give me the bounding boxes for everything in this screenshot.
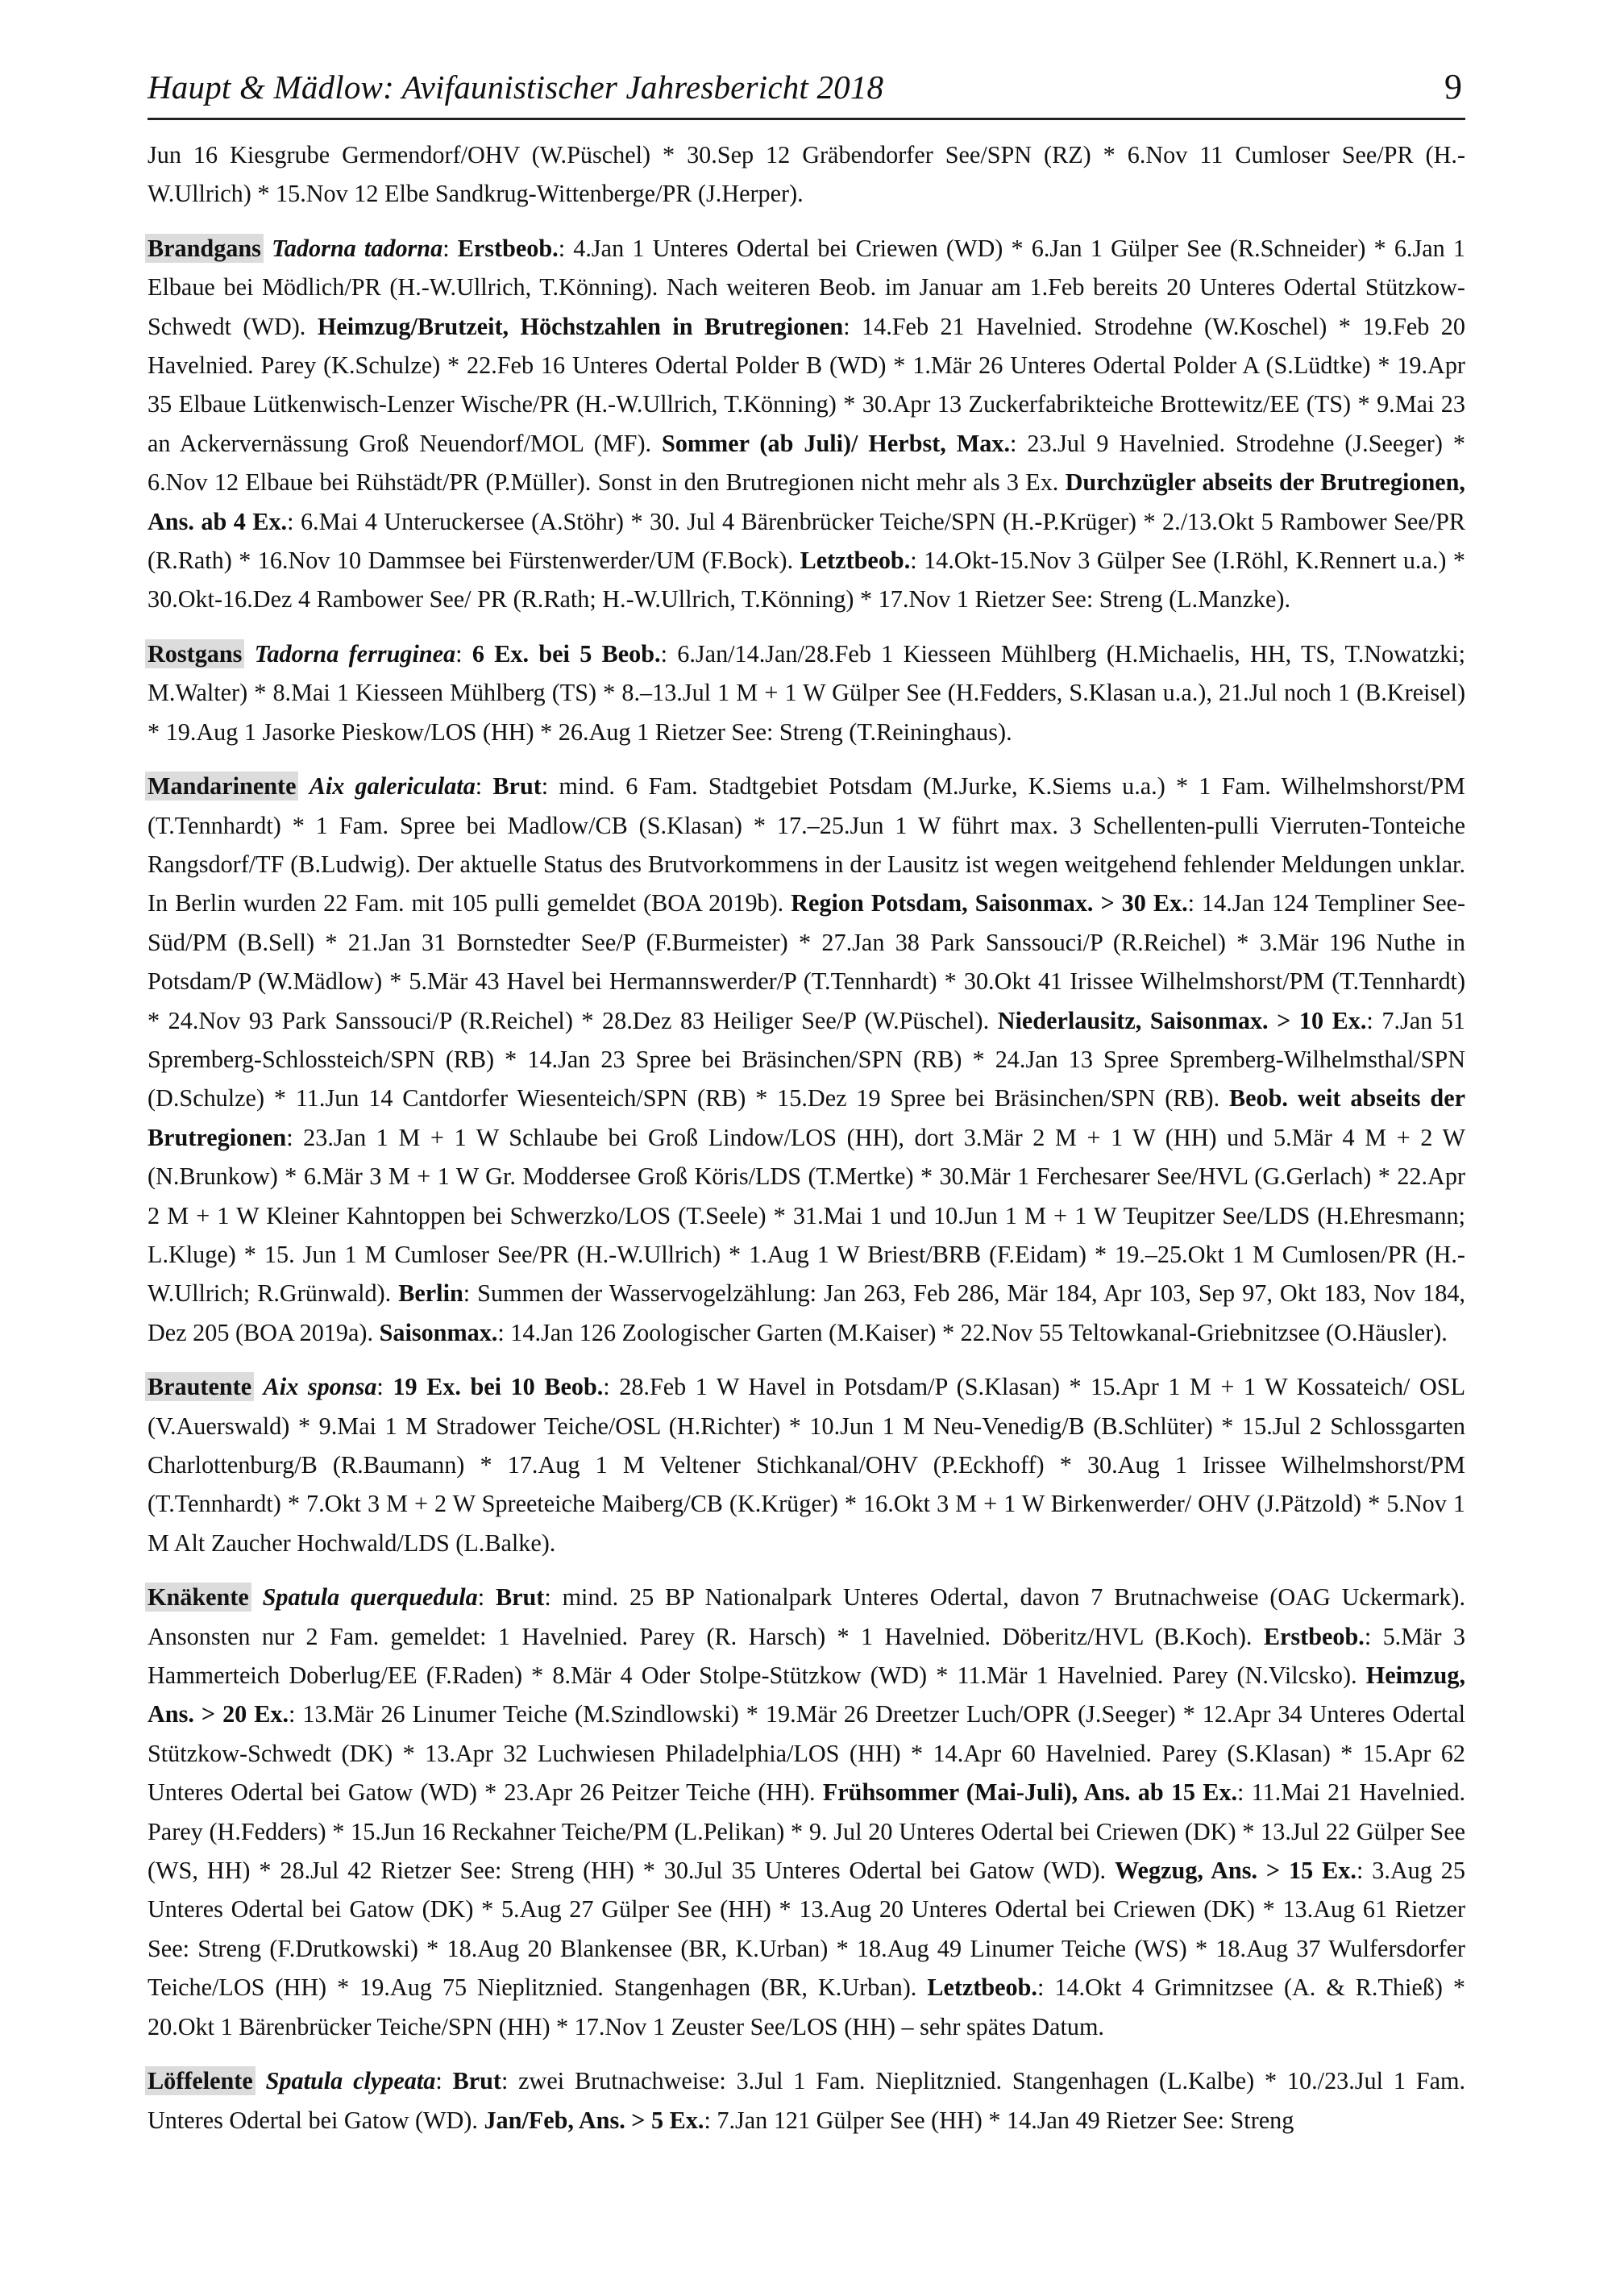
scientific-name: Spatula clypeata <box>265 2067 436 2095</box>
species-entry <box>147 135 1465 214</box>
observation-text: : 28.Feb 1 W Havel in Potsdam/P (S.Klasan) * 15.Apr 1 M + 1 W Kossateich/ OSL (V.Auerswald) * 9.Mai 1 M Stradower Teiche/OSL (H.Richter) * 10.Jun 1 M Neu-Venedig/B (B.Schlüter) * 15.Jul 2 Schlossgarten Charlottenburg/B (R.Baumann) * 17.Aug 1 M Veltener Stichkanal/OHV (P.Eckhoff) * 30.Aug 1 Irissee Wilhelmshorst/PM (T.Tennhardt) * 7.Okt 3 M + 2 W Spreeteiche Maiberg/CB (K.Krüger) * 16.Okt 3 M + 1 W Birkenwerder/ OHV (J.Pätzold) * 5.Nov 1 M Alt Zaucher Hochwald/LDS (L.Balke). <box>147 1373 1466 1557</box>
species-name: Rostgans <box>145 639 244 668</box>
species-entry <box>147 1578 1465 2046</box>
observation-text: : 6.Mai 4 Unteruckersee (A.Stöhr) * 30. Jul 4 Bärenbrücker Teiche/SPN (H.-P.Krüger) * 2./13.Okt 5 Rambower See/PR (R.Rath) * 16.Nov 10 Dammsee bei Fürstenwerder/UM (F.Bock). <box>147 507 1465 575</box>
species-name: Brandgans <box>145 234 264 263</box>
observation-text: : 23.Jan 1 M + 1 W Schlaube bei Groß Lindow/LOS (HH), dort 3.Mär 2 M + 1 W (HH) und 5.Mär 4 M + 2 W (N.Brunkow) * 6.Mär 3 M + 1 W Gr. Moddersee Groß Köris/LDS (T.Mertke) * 30.Mär 1 Ferchesarer See/HVL (G.Gerlach) * 22.Apr 2 M + 1 W Kleiner Kahntoppen bei Schwerzko/LOS (T.Seele) * 31.Mai 1 und 10.Jun 1 M + 1 W Teupitzer See/LDS (H.Ehresmann; L.Kluge) * 15. Jun 1 M Cumloser See/PR (H.-W.Ullrich) * 1.Aug 1 W Briest/BRB (F.Eidam) * 19.–25.Okt 1 M Cumlosen/PR (H.-W.Ullrich; R.Grünwald). <box>147 1123 1465 1308</box>
observation-text: : <box>376 1373 393 1401</box>
observation-text: : 7.Jan 121 Gülper See (HH) * 14.Jan 49 Rietzer See: Streng <box>704 2106 1294 2134</box>
section-heading: Jan/Feb, Ans. > 5 Ex. <box>484 2106 704 2134</box>
observation-text: : 14.Okt 4 Grimnitzsee (A. & R.Thieß) * 20.Okt 1 Bärenbrücker Teiche/SPN (HH) * 17.Nov 1 Zeuster See/LOS (HH) – sehr spätes Datum. <box>147 1974 1466 2040</box>
observation-text: : <box>477 1583 496 1612</box>
body-text <box>147 135 1465 2155</box>
section-heading: Sommer (ab Juli)/ Herbst, Max. <box>662 429 1011 457</box>
species-entry <box>147 2061 1465 2140</box>
section-heading: Frühsommer (Mai-Juli), Ans. ab 15 Ex. <box>822 1778 1237 1807</box>
scientific-name: Aix sponsa <box>263 1373 377 1401</box>
section-heading: Brut <box>495 1583 545 1612</box>
observation-text: Jun 16 Kiesgrube Germendorf/OHV (W.Püschel) * 30.Sep 12 Gräbendorfer See/SPN (RZ) * 6.Nov 11 Cumloser See/PR (H.-W.Ullrich) * 15.Nov 12 Elbe Sandkrug-Wittenberge/PR (J.Herper). <box>147 141 1465 208</box>
section-heading: Niederlausitz, Saisonmax. > 10 Ex. <box>997 1006 1367 1034</box>
section-heading: 6 Ex. bei 5 Beob. <box>472 639 661 668</box>
scientific-name: Aix galericulata <box>309 772 476 801</box>
observation-text: : 14.Jan 126 Zoologischer Garten (M.Kaiser) * 22.Nov 55 Teltowkanal-Griebnitzsee (O.Häusler). <box>497 1318 1448 1346</box>
section-heading: Letztbeob. <box>927 1974 1037 2002</box>
observation-text: : <box>442 234 458 262</box>
section-heading: Berlin <box>398 1279 463 1308</box>
scientific-name: Tadorna ferruginea <box>254 639 456 668</box>
species-name: Knäkente <box>145 1583 251 1612</box>
species-name: Brautente <box>145 1372 254 1401</box>
observation-text: : Summen der Wasservogelzählung: Jan 263, Feb 286, Mär 184, Apr 103, Sep 97, Okt 183, Nov 184, Dez 205 (BOA 2019a). <box>147 1279 1465 1346</box>
section-heading: Erstbeob. <box>457 234 559 262</box>
section-heading: 19 Ex. bei 10 Beob. <box>393 1373 604 1401</box>
scientific-name: Tadorna tadorna <box>272 234 443 262</box>
observation-text: : zwei Brutnachweise: 3.Jul 1 Fam. Nieplitznied. Stangenhagen (L.Kalbe) * 10./23.Jul 1 Fam. Unteres Odertal bei Gatow (WD). <box>147 2067 1466 2134</box>
species-entry <box>147 767 1465 1352</box>
section-heading: Brut <box>452 2067 501 2095</box>
observation-text: : 23.Jul 9 Havelnied. Strodehne (J.Seeger) * 6.Nov 12 Elbaue bei Rühstädt/PR (P.Müller). Sonst in den Brutregionen nicht mehr als 3 Ex. <box>147 429 1465 497</box>
section-heading: Erstbeob. <box>1263 1622 1365 1650</box>
observation-text: : <box>455 639 472 668</box>
section-heading: Region Potsdam, Saisonmax. > 30 Ex. <box>791 889 1188 917</box>
observation-text: : mind. 6 Fam. Stadtgebiet Potsdam (M.Jurke, K.Siems u.a.) * 1 Fam. Wilhelmshorst/PM (T.Tennhardt) * 1 Fam. Spree bei Madlow/CB (S.Klasan) * 17.–25.Jun 1 W führt max. 3 Schellenten-pulli Vierruten-Tonteiche Rangsdorf/TF (B.Ludwig). Der aktuelle Status des Brutvorkommens in der Lausitz ist wegen weitgehend fehlender Meldungen unklar. In Berlin wurden 22 Fam. mit 105 pulli gemeldet (BOA 2019b). <box>147 772 1466 917</box>
running-title: Haupt & Mädlow: Avifaunistischer Jahresbericht 2018 <box>147 69 884 106</box>
species-name: Löffelente <box>145 2066 256 2095</box>
section-heading: Heimzug/Brutzeit, Höchstzahlen in Brutregionen <box>317 312 844 340</box>
species-name: Mandarinente <box>145 772 298 801</box>
observation-text: : 5.Mär 3 Hammerteich Doberlug/EE (F.Raden) * 8.Mär 4 Oder Stolpe-Stützkow (WD) * 11.Mär 1 Havelnied. Parey (N.Vilcsko). <box>147 1622 1465 1690</box>
scientific-name: Spatula querquedula <box>262 1583 478 1612</box>
species-entry <box>147 1367 1465 1562</box>
observation-text: : 14.Okt-15.Nov 3 Gülper See (I.Röhl, K.Rennert u.a.) * 30.Okt-16.Dez 4 Rambower See/ PR (R.Rath; H.-W.Ullrich, T.Könning) * 17.Nov 1 Rietzer See: Streng (L.Manzke). <box>147 547 1465 614</box>
page-number: 9 <box>1444 67 1462 106</box>
section-heading: Saisonmax. <box>379 1318 498 1346</box>
species-entry <box>147 634 1465 751</box>
section-heading: Heimzug, Ans. > 20 Ex. <box>147 1662 1465 1728</box>
section-heading: Brut <box>492 772 542 801</box>
observation-text: : 3.Aug 25 Unteres Odertal bei Gatow (DK) * 5.Aug 27 Gülper See (HH) * 13.Aug 20 Unteres Odertal bei Criewen (DK) * 13.Aug 61 Rietzer See: Streng (F.Drutkowski) * 18.Aug 20 Blankensee (BR, K.Urban) * 18.Aug 49 Linumer Teiche (WS) * 18.Aug 37 Wulfersdorfer Teiche/LOS (HH) * 19.Aug 75 Nieplitznied. Stangenhagen (BR, K.Urban). <box>147 1857 1465 2002</box>
section-heading: Wegzug, Ans. > 15 Ex. <box>1115 1857 1356 1885</box>
section-heading: Letztbeob. <box>800 547 911 575</box>
section-heading: Beob. weit abseits der Brutregionen <box>147 1084 1465 1151</box>
observation-text: : 11.Mai 21 Havelnied. Parey (H.Fedders) * 15.Jun 16 Reckahner Teiche/PM (L.Pelikan) * 9. Jul 20 Unteres Odertal bei Criewen (DK) * 13.Jul 22 Gülper See (WS, HH) * 28.Jul 42 Rietzer See: Streng (HH) * 30.Jul 35 Unteres Odertal bei Gatow (WD). <box>147 1778 1466 1885</box>
observation-text: : <box>475 772 493 801</box>
observation-text: : 4.Jan 1 Unteres Odertal bei Criewen (WD) * 6.Jan 1 Gülper See (R.Schneider) * 6.Jan 1 Elbaue bei Mödlich/PR (H.-W.Ullrich, T.Könning). Nach weiteren Beob. im Januar am 1.Feb bereits 20 Unteres Odertal Stützkow-Schwedt (WD). <box>147 234 1465 340</box>
observation-text: : mind. 25 BP Nationalpark Unteres Odertal, davon 7 Brutnachweise (OAG Uckermark). Ansonsten nur 2 Fam. gemeldet: 1 Havelnied. Parey (R. Harsch) * 1 Havelnied. Döberitz/HVL (B.Koch). <box>147 1583 1466 1650</box>
observation-text: : 6.Jan/14.Jan/28.Feb 1 Kiesseen Mühlberg (H.Michaelis, HH, TS, T.Nowatzki; M.Walter) * 8.Mai 1 Kiesseen Mühlberg (TS) * 8.–13.Jul 1 M + 1 W Gülper See (H.Fedders, S.Klasan u.a.), 21.Jul noch 1 (B.Kreisel) * 19.Aug 1 Jasorke Pieskow/LOS (HH) * 26.Aug 1 Rietzer See: Streng (T.Reininghaus). <box>147 639 1465 746</box>
observation-text: : 14.Feb 21 Havelnied. Strodehne (W.Koschel) * 19.Feb 20 Havelnied. Parey (K.Schulze) * 22.Feb 16 Unteres Odertal Polder B (WD) * 1.Mär 26 Unteres Odertal Polder A (S.Lüdtke) * 19.Apr 35 Elbaue Lütkenwisch-Lenzer Wische/PR (H.-W.Ullrich, T.Könning) * 30.Apr 13 Zuckerfabrikteiche Brottewitz/EE (TS) * 9.Mai 23 an Ackervernässung Groß Neuendorf/MOL (MF). <box>147 312 1465 457</box>
observation-text: : 7.Jan 51 Spremberg-Schlossteich/SPN (RB) * 14.Jan 23 Spree bei Bräsinchen/SPN (RB) * 24.Jan 13 Spree Spremberg-Wilhelmsthal/SPN (D.Schulze) * 11.Jun 14 Cantdorfer Wiesenteich/SPN (RB) * 15.Dez 19 Spree bei Bräsinchen/SPN (RB). <box>147 1006 1465 1113</box>
observation-text: : <box>435 2067 453 2095</box>
observation-text: : 14.Jan 124 Templiner See-Süd/PM (B.Sell) * 21.Jan 31 Bornstedter See/P (F.Burmeister) * 27.Jan 38 Park Sanssouci/P (R.Reichel) * 3.Mär 196 Nuthe in Potsdam/P (W.Mädlow) * 5.Mär 43 Havel bei Hermannswerder/P (T.Tennhardt) * 30.Okt 41 Irissee Wilhelmshorst/PM (T.Tennhardt) * 24.Nov 93 Park Sanssouci/P (R.Reichel) * 28.Dez 83 Heiliger See/P (W.Püschel). <box>147 889 1465 1034</box>
running-header <box>147 64 1465 120</box>
species-entry <box>147 229 1465 619</box>
section-heading: Durchzügler abseits der Brutregionen, Ans. ab 4 Ex. <box>147 468 1465 535</box>
observation-text: : 13.Mär 26 Linumer Teiche (M.Szindlowski) * 19.Mär 26 Dreetzer Luch/OPR (J.Seeger) * 12.Apr 34 Unteres Odertal Stützkow-Schwedt (DK) * 13.Apr 32 Luchwiesen Philadelphia/LOS (HH) * 14.Apr 60 Havelnied. Parey (S.Klasan) * 15.Apr 62 Unteres Odertal bei Gatow (WD) * 23.Apr 26 Peitzer Teiche (HH). <box>147 1700 1465 1807</box>
